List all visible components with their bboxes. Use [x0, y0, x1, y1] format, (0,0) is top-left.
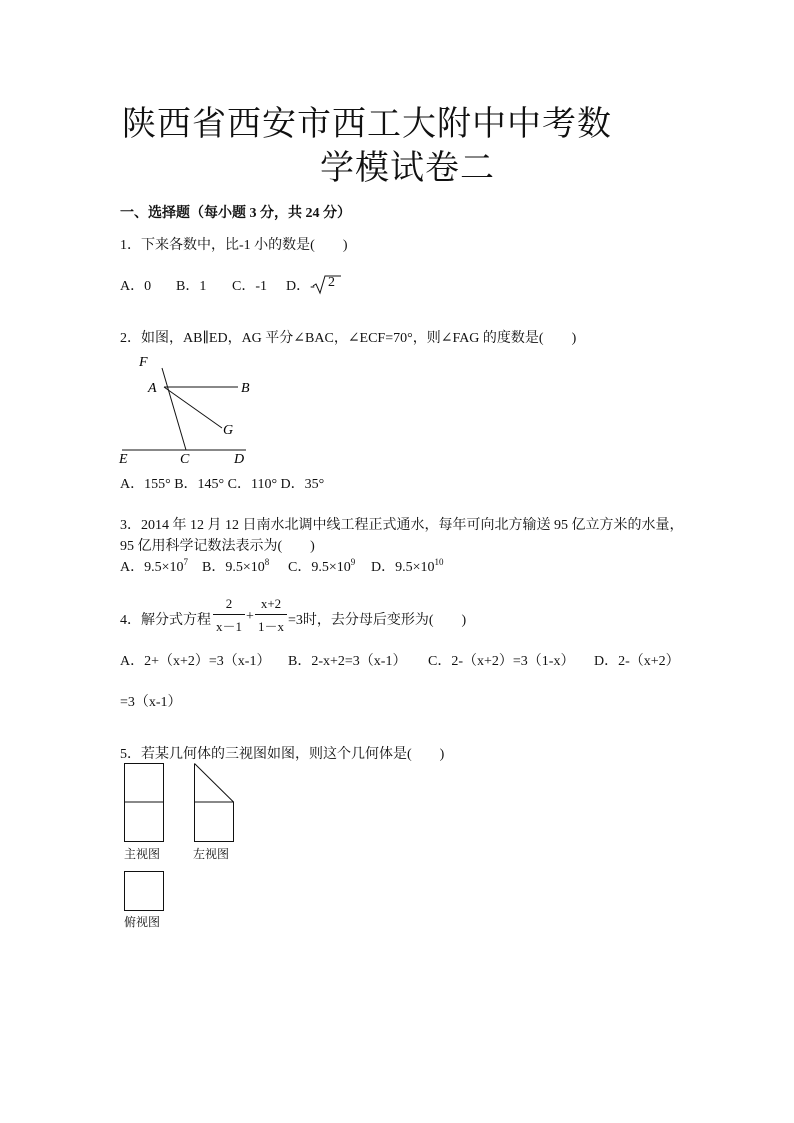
top-view-caption: 俯视图 — [124, 915, 161, 929]
q3-option-d: D．$9.5\times 10^{10}$ — [371, 557, 444, 575]
label-g: G — [223, 423, 234, 438]
label-e: E — [119, 452, 128, 467]
label-b: B — [241, 381, 250, 396]
line-fc — [162, 368, 186, 450]
q1-option-c: C．-1 — [232, 279, 267, 294]
q4-frac2-bar — [255, 614, 287, 615]
q4-frac2-denominator: 1－x — [257, 619, 284, 634]
q1-option-b: B．1 — [176, 279, 207, 294]
sqrt-sign-icon — [312, 274, 342, 296]
question-3-stem-line-2: 95 亿用科学记数法表示为( ) — [120, 539, 315, 554]
front-view-caption: 主视图 — [124, 847, 161, 861]
q1-option-a: A．0 — [120, 279, 152, 294]
question-2-stem: 2．如图，AB∥ED，AG 平分∠BAC，∠ECF=70°，则∠FAG 的度数是( ) — [120, 331, 577, 346]
q4-frac2-numerator: x+2 — [260, 596, 282, 611]
question-5-stem: 5．若某几何体的三视图如图，则这个几何体是( ) — [120, 747, 445, 762]
q1-option-d: D．- — [286, 279, 315, 294]
q3-option-b: B．$9.5\times 10^8$ — [202, 557, 270, 575]
q4-option-c: C．2-（x+2）=3（1-x） — [428, 654, 575, 669]
left-view-shape — [195, 764, 234, 842]
q5-three-views-figure — [120, 760, 250, 848]
question-4-stem-suffix: =3时，去分母后变形为( ) — [288, 613, 467, 628]
q4-option-b: B．2-x+2=3（x-1） — [288, 654, 407, 669]
q4-option-a: A．2+（x+2）=3（x-1） — [120, 654, 271, 669]
question-4-stem-prefix: 4．解分式方程 — [120, 613, 211, 628]
question-1-stem: 1．下来各数中，比-1 小的数是( ) — [120, 238, 348, 253]
q4-frac1-numerator: 2 — [225, 596, 233, 611]
line-ag — [164, 387, 222, 428]
q4-option-d: D．2-（x+2） — [594, 654, 680, 669]
question-3-stem-line-1: 3．2014 年 12 月 12 日南水北调中线工程正式通水，每年可向北方输送 95 亿立方米的水量， — [120, 518, 684, 533]
q4-frac1-bar — [213, 614, 245, 615]
label-f: F — [139, 355, 148, 370]
title-line-1: 陕西省西安市西工大附中中考数 — [122, 106, 612, 143]
q2-options: A．155° B．145° C．110° D．35° — [120, 477, 325, 492]
q4-frac1-denominator: x－1 — [215, 619, 242, 634]
section-heading: 一、选择题（每小题 3 分，共 24 分） — [120, 206, 351, 221]
q3-option-a: A．$9.5\times 10^7$ — [120, 557, 189, 575]
q2-geometry-figure — [110, 350, 270, 470]
left-view-caption: 左视图 — [193, 847, 230, 861]
q3-option-c: C．$9.5\times 10^9$ — [288, 557, 356, 575]
q4-option-d-continued: =3（x-1） — [120, 695, 182, 710]
q1-sqrt-radicand: 2 — [328, 275, 335, 290]
label-d: D — [234, 452, 245, 467]
q5-top-view-figure — [120, 868, 170, 914]
title-line-2: 学模试卷二 — [320, 150, 495, 187]
top-view-shape — [125, 872, 164, 911]
label-c: C — [180, 452, 190, 467]
q4-plus: + — [246, 609, 254, 624]
label-a: A — [148, 381, 157, 396]
